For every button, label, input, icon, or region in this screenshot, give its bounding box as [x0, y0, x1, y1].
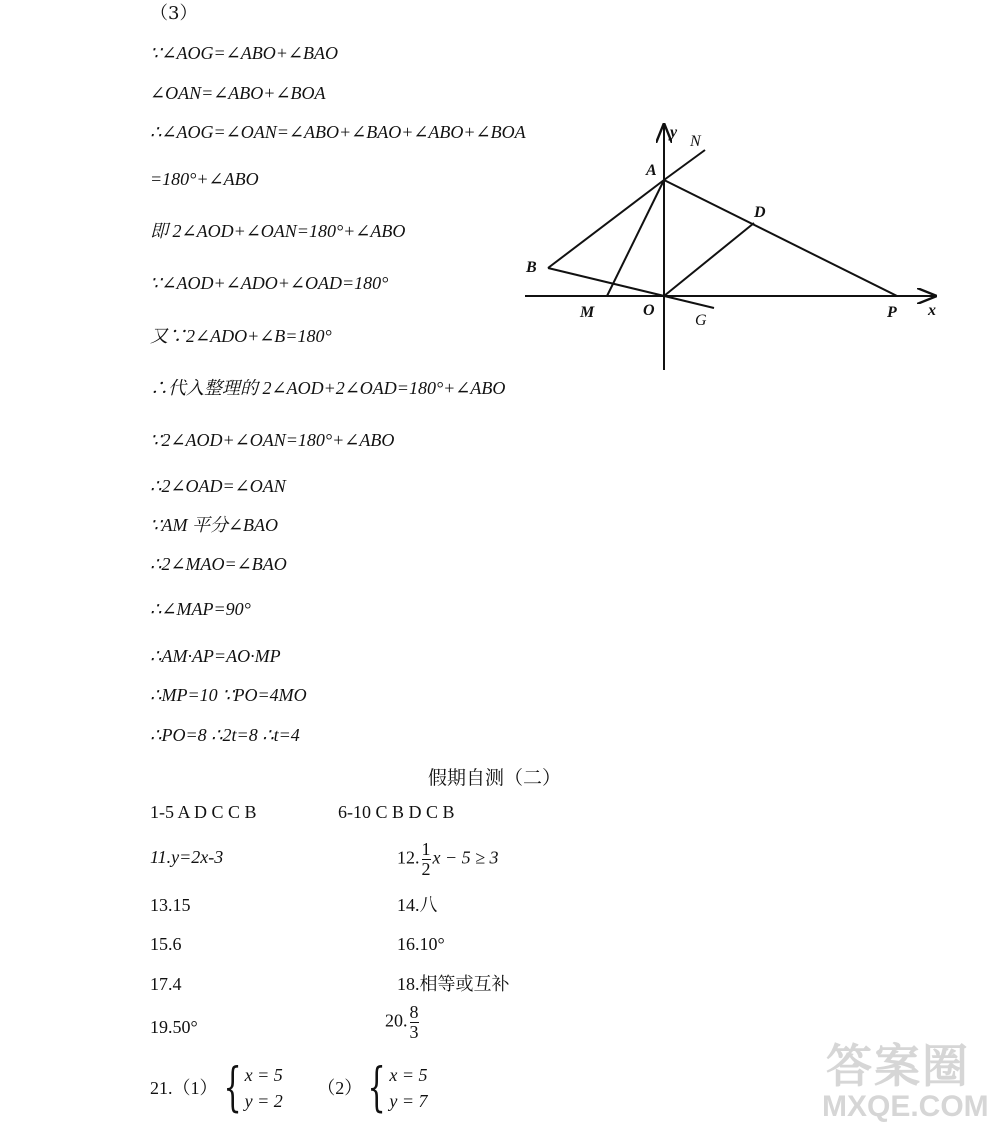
eq-line: x = 5 [244, 1065, 283, 1085]
label-B: B [526, 259, 537, 276]
equation-system-1 [245, 1062, 283, 1114]
answer-12-num: 12. [397, 847, 420, 868]
proof-line-7: 又∵2∠ADO+∠B=180° [150, 326, 332, 346]
proof-line-6: ∵∠AOD+∠ADO+∠OAD=180° [150, 273, 389, 293]
brace-icon: { [367, 1058, 386, 1119]
proof-line-5: 即 2∠AOD+∠OAN=180°+∠ABO [150, 221, 406, 241]
proof-line-9: ∵2∠AOD+∠OAN=180°+∠ABO [150, 430, 395, 450]
answer-20-fraction [410, 1003, 419, 1042]
line-AB [548, 180, 664, 268]
frac-denominator: 2 [421, 858, 431, 879]
proof-line-10: ∴2∠OAD=∠OAN [150, 476, 286, 496]
answer-14: 14.八 [397, 895, 438, 915]
frac-denominator: 3 [409, 1021, 419, 1042]
line-AN [664, 150, 705, 180]
label-G: G [695, 312, 707, 329]
answer-16: 16.10° [397, 934, 445, 954]
answer-19: 19.50° [150, 1017, 198, 1037]
answer-18: 18.相等或互补 [397, 974, 510, 994]
answer-20 [385, 1003, 421, 1042]
label-y: y [670, 124, 678, 141]
answer-21-num: 21.（1） [150, 1078, 218, 1099]
line-AM [607, 180, 664, 296]
proof-line-16: ∴PO=8 ∴2t=8 ∴t=4 [150, 725, 300, 745]
watermark-logo: 答案圈 [826, 1040, 970, 1092]
proof-line-8: ∴代入整理的 2∠AOD+2∠OAD=180°+∠ABO [150, 378, 506, 398]
answer-15: 15.6 [150, 934, 182, 954]
proof-line-13: ∴∠MAP=90° [150, 599, 251, 619]
answer-12 [397, 840, 499, 879]
frac-numerator: 8 [409, 1002, 419, 1022]
answer-20-num: 20. [385, 1010, 408, 1031]
answer-12-rest: x − 5 ≥ 3 [432, 847, 499, 868]
line-OD [664, 223, 754, 296]
label-x: x [928, 302, 936, 319]
line-BG [548, 268, 714, 308]
answer-11: 11.y=2x-3 [150, 847, 224, 867]
proof-line-1: ∵∠AOG=∠ABO+∠BAO [150, 43, 338, 63]
eq-line: y = 7 [389, 1091, 428, 1112]
answer-12-fraction [422, 840, 431, 879]
section-title: 假期自测（二） [428, 767, 562, 789]
answers-6-10: 6-10 C B D C B [338, 802, 455, 822]
answer-21-part2: （2） [317, 1078, 363, 1099]
watermark-url: MXQE.COM [822, 1090, 989, 1123]
eq-line: x = 5 [389, 1065, 428, 1085]
proof-line-14: ∴AM·AP=AO·MP [150, 646, 281, 666]
label-P: P [887, 304, 897, 321]
frac-numerator: 1 [421, 839, 431, 859]
line-AP [664, 180, 897, 296]
part-label: （3） [150, 3, 198, 24]
equation-system-2 [389, 1062, 427, 1114]
proof-line-11: ∵AM 平分∠BAO [150, 515, 279, 535]
label-M: M [580, 304, 595, 321]
proof-line-2: ∠OAN=∠ABO+∠BOA [150, 83, 326, 103]
eq-line: y = 2 [244, 1091, 283, 1112]
brace-icon: { [222, 1058, 242, 1119]
proof-line-12: ∴2∠MAO=∠BAO [150, 554, 287, 574]
answer-13: 13.15 [150, 895, 191, 915]
proof-line-15: ∴MP=10 ∵PO=4MO [150, 685, 307, 705]
answers-1-5: 1-5 A D C C B [150, 802, 257, 822]
answer-21 [150, 1058, 428, 1119]
proof-line-4: =180°+∠ABO [150, 169, 259, 189]
label-O: O [643, 302, 655, 319]
label-A: A [646, 162, 657, 179]
proof-line-3: ∴∠AOG=∠OAN=∠ABO+∠BAO+∠ABO+∠BOA [150, 122, 526, 142]
label-D: D [754, 204, 766, 221]
answer-17: 17.4 [150, 974, 182, 994]
label-N: N [690, 133, 701, 150]
